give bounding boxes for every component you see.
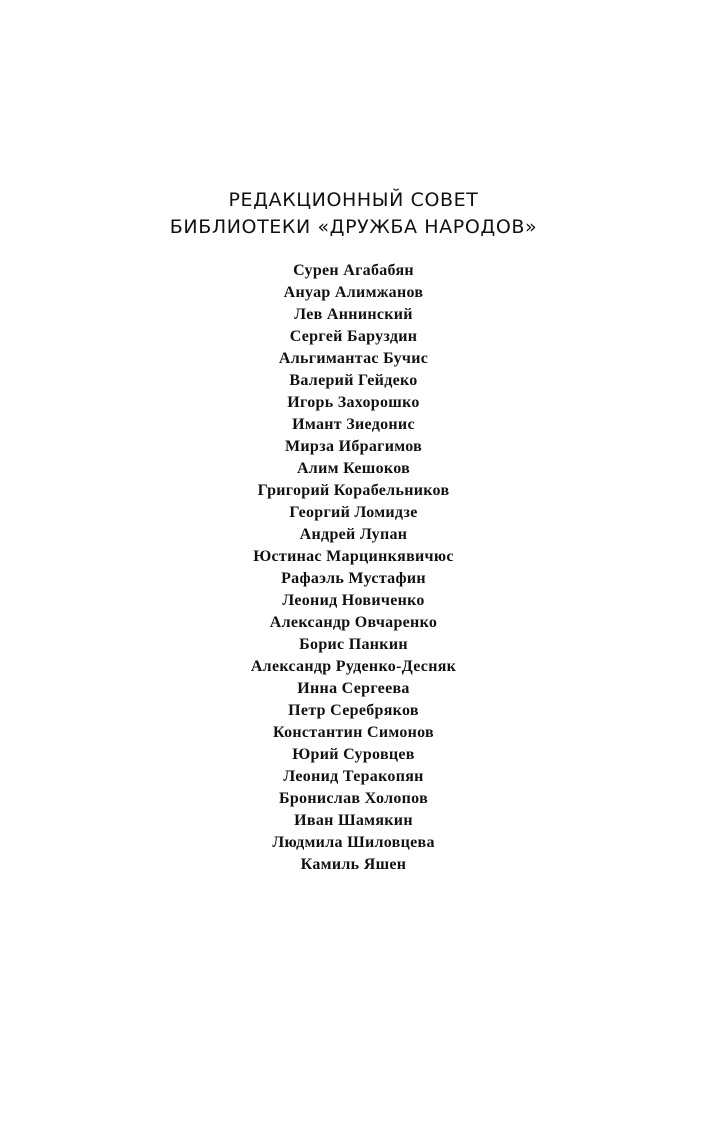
council-heading-line-1: РЕДАКЦИОННЫЙ СОВЕТ (228, 189, 479, 211)
council-member-list (0, 260, 707, 876)
member-name: Ануар Алимжанов (283, 284, 424, 301)
member-name: Леонид Новиченко (282, 592, 425, 609)
member-name: Александр Овчаренко (269, 614, 438, 631)
council-heading-line-2: БИБЛИОТЕКИ «ДРУЖБА НАРОДОВ» (169, 216, 538, 238)
member-name: Юстинас Марцинкявичюс (253, 548, 454, 565)
member-name: Григорий Корабельников (257, 482, 450, 499)
member-name: Имант Зиедонис (292, 416, 415, 433)
member-name: Бронислав Холопов (278, 790, 429, 807)
member-name: Людмила Шиловцева (272, 834, 435, 851)
member-name: Игорь Захорошко (287, 394, 420, 411)
member-name: Алим Кешоков (296, 460, 411, 477)
member-name: Сурен Агабабян (293, 262, 414, 279)
member-name: Андрей Лупан (299, 526, 408, 543)
member-name: Георгий Ломидзе (289, 504, 418, 521)
member-name: Борис Панкин (299, 636, 408, 653)
member-name: Мирза Ибрагимов (284, 438, 423, 455)
member-name: Константин Симонов (272, 724, 435, 741)
member-name: Рафаэль Мустафин (281, 570, 426, 587)
member-name: Валерий Гейдеко (289, 372, 418, 389)
member-name: Петр Серебряков (288, 702, 419, 719)
member-name: Леонид Теракопян (283, 768, 424, 785)
member-name: Камиль Яшен (300, 856, 407, 873)
member-name: Сергей Баруздин (289, 328, 418, 345)
member-name: Александр Руденко-Десняк (250, 658, 457, 675)
member-name: Юрий Суровцев (292, 746, 415, 763)
member-name: Альгимантас Бучис (278, 350, 429, 367)
member-name: Иван Шамякин (294, 812, 413, 829)
member-name: Инна Сергеева (297, 680, 410, 697)
member-name: Лев Аннинский (294, 306, 413, 323)
